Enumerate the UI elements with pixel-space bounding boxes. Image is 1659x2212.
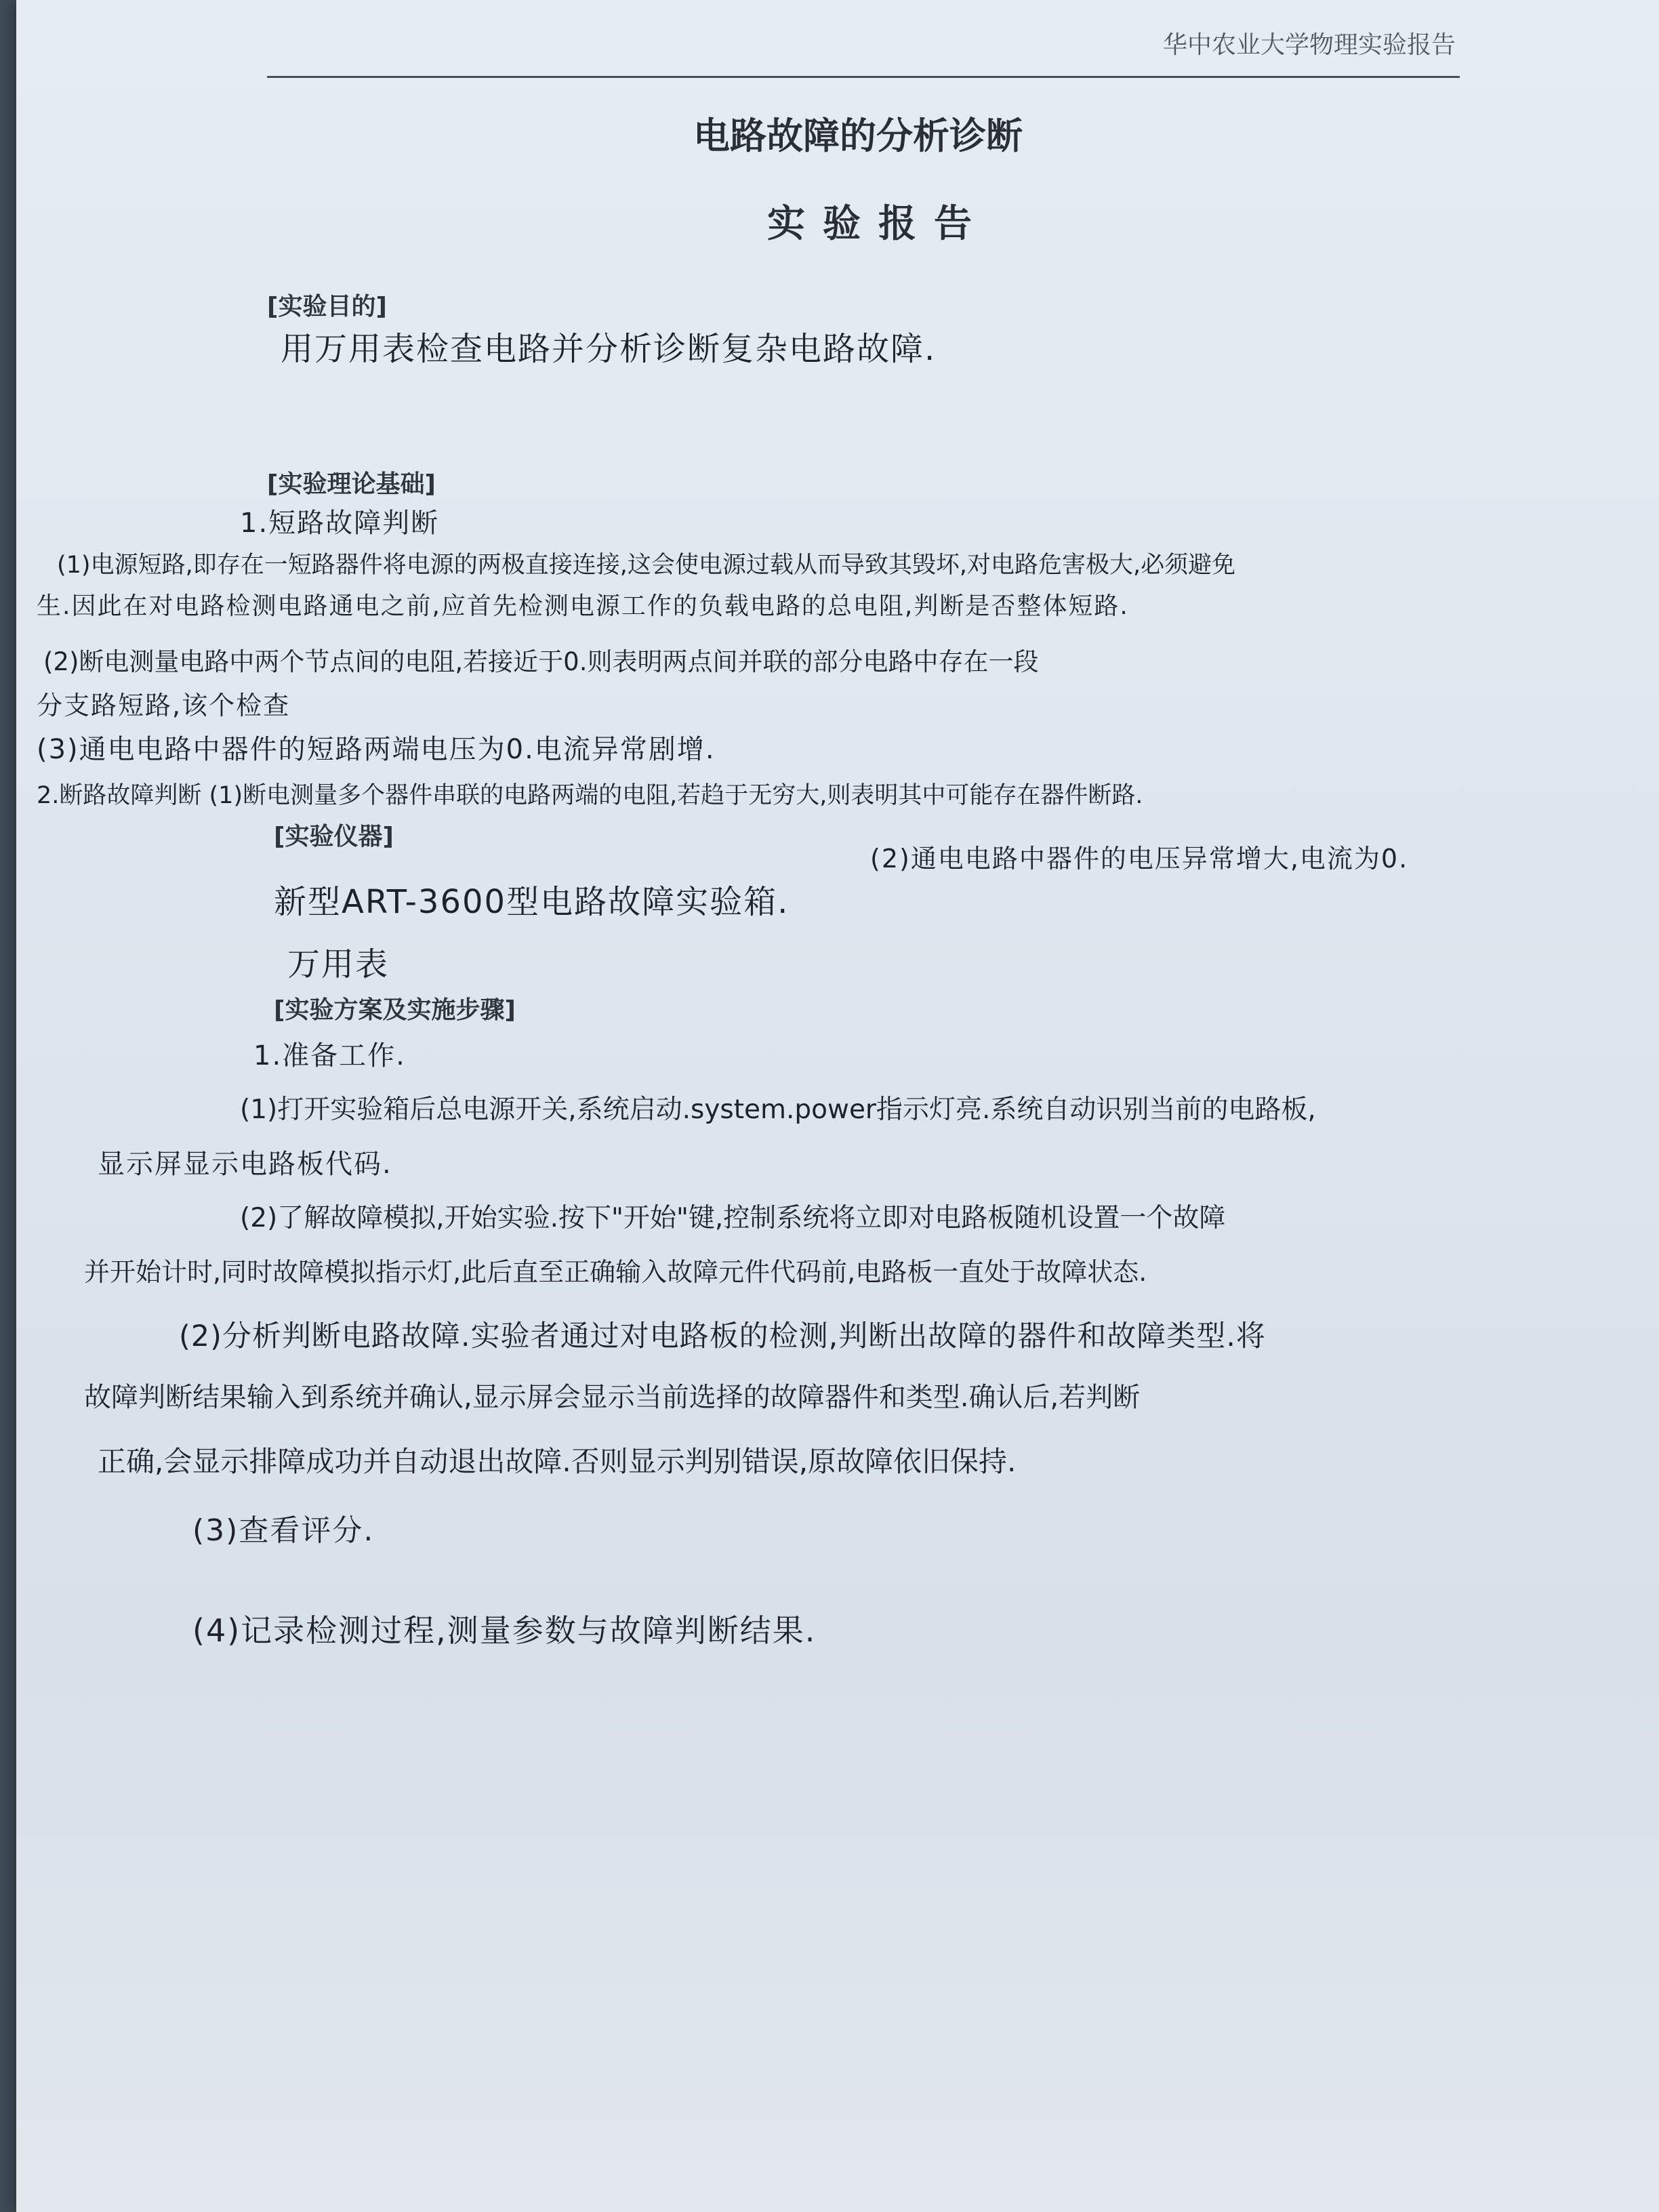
instruments-heading: [实验仪器]	[274, 823, 394, 851]
theory-heading: [实验理论基础]	[267, 470, 436, 498]
procedure-line: (2)分析判断电路故障.实验者通过对电路板的检测,判断出故障的器件和故障类型.将	[179, 1319, 1266, 1353]
instrument-line: 万用表	[287, 945, 390, 983]
procedure-line: 故障判断结果输入到系统并确认,显示屏会显示当前选择的故障器件和类型.确认后,若判断	[84, 1382, 1141, 1413]
report-title: 电路故障的分析诊断	[693, 115, 1023, 157]
theory-line: (1)电源短路,即存在一短路器件将电源的两极直接连接,这会使电源过载从而导致其毁坏,对电路危害极大,必须避免	[57, 552, 1236, 579]
running-header: 华中农业大学物理实验报告	[1162, 31, 1456, 59]
procedure-line: (3)查看评分.	[192, 1513, 375, 1548]
purpose-text: 用万用表检查电路并分析诊断复杂电路故障.	[281, 330, 937, 368]
procedure-line: (4)记录检测过程,测量参数与故障判断结果.	[192, 1612, 817, 1649]
procedure-line: (2)了解故障模拟,开始实验.按下"开始"键,控制系统将立即对电路板随机设置一个故障	[240, 1203, 1226, 1233]
procedure-line: 1.准备工作.	[253, 1040, 406, 1071]
theory-line: 分支路短路,该个检查	[37, 691, 291, 720]
purpose-heading: [实验目的]	[267, 293, 387, 321]
procedure-line: 正确,会显示排障成功并自动退出故障.否则显示判别错误,原故障依旧保持.	[98, 1445, 1017, 1478]
theory-line: 生.因此在对电路检测电路通电之前,应首先检测电源工作的负载电路的总电阻,判断是否整体短路.	[37, 592, 1129, 620]
procedure-line: 显示屏显示电路板代码.	[98, 1149, 392, 1180]
instrument-line: 新型ART-3600型电路故障实验箱.	[274, 883, 790, 921]
procedure-line: 并开始计时,同时故障模拟指示灯,此后直至正确输入故障元件代码前,电路板一直处于故障状态.	[84, 1257, 1147, 1287]
report-subtitle: 实验报告	[767, 202, 989, 246]
theory-line: (3)通电电路中器件的短路两端电压为0.电流异常剧增.	[37, 734, 716, 765]
theory-line: (2)断电测量电路中两个节点间的电阻,若接近于0.则表明两点间并联的部分电路中存在一段	[43, 647, 1039, 676]
theory-line: 1.短路故障判断	[240, 508, 440, 539]
procedure-heading: [实验方案及实施步骤]	[274, 996, 516, 1024]
report-page	[16, 0, 1659, 2212]
header-rule	[267, 76, 1460, 78]
procedure-line: (1)打开实验箱后总电源开关,系统启动.system.power指示灯亮.系统自动识别当前的电路板,	[240, 1094, 1316, 1125]
theory-line: (2)通电电路中器件的电压异常增大,电流为0.	[870, 844, 1409, 874]
theory-line: 2.断路故障判断 (1)断电测量多个器件串联的电路两端的电阻,若趋于无穷大,则表明其中可能存在器件断路.	[37, 782, 1143, 809]
